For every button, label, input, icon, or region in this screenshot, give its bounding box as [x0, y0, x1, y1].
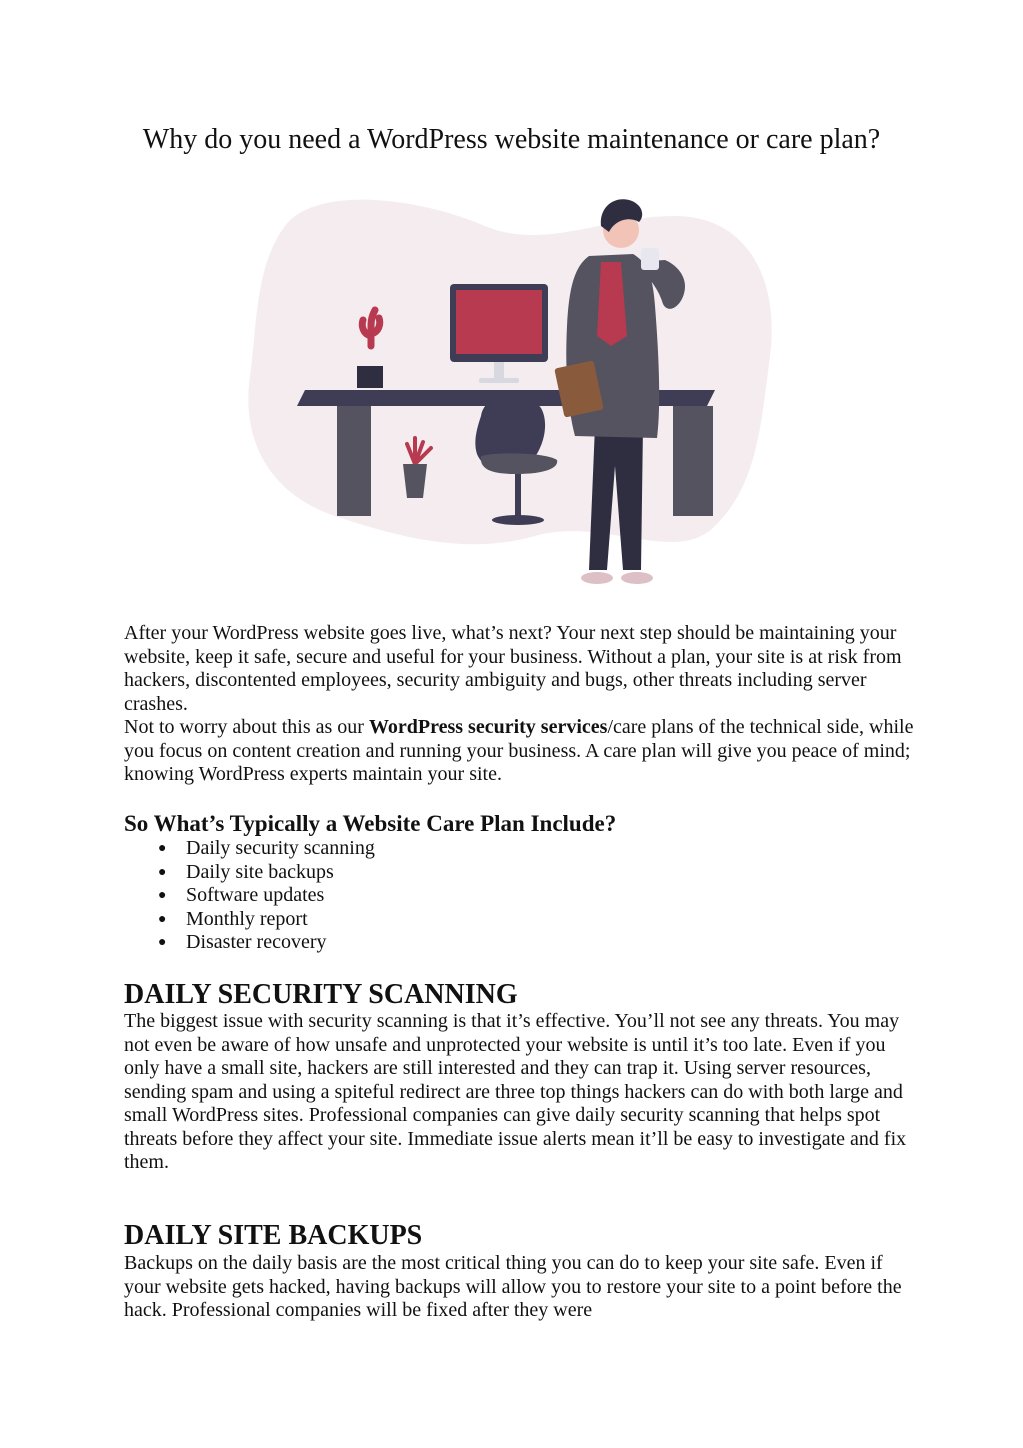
daily-site-backups-body: Backups on the daily basis are the most critical thing you can do to keep your site safe. Even if your website gets hacked, having backups will allow you to restore your site to a point before the hack. Professional companies will be fixed after they were — [124, 1252, 902, 1321]
list-item — [124, 884, 914, 908]
bullet-icon: ● — [158, 841, 167, 856]
person-shoe-left-shape — [581, 572, 613, 584]
monitor-screen-shape — [456, 290, 542, 354]
office-worker-illustration — [245, 186, 780, 606]
list-item-text: Software updates — [186, 884, 325, 906]
list-item-text: Daily security scanning — [186, 837, 375, 859]
chair-post-shape — [515, 474, 521, 516]
daily-site-backups-heading: DAILY SITE BACKUPS — [124, 1220, 423, 1251]
bullet-icon: ● — [158, 888, 167, 903]
intro-paragraph-1: After your WordPress website goes live, what’s next? Your next step should be maintaining your website, keep it safe, secure and useful for your business. Without a plan, your site is at risk from hackers, discontented employees, security ambiguity and bugs, other threats including server crashes. — [124, 622, 902, 715]
list-item — [124, 837, 914, 861]
care-plan-list — [124, 837, 914, 955]
intro-paragraph-2 — [124, 716, 914, 787]
monitor-base-shape — [479, 378, 519, 383]
intro-section — [124, 622, 914, 787]
monitor-stand-shape — [494, 362, 504, 380]
bullet-icon: ● — [158, 864, 167, 880]
plant-pot-shape — [357, 366, 383, 388]
desk-leg-right-shape — [673, 406, 713, 516]
bullet-icon: ● — [158, 935, 167, 950]
chair-base-shape — [492, 515, 544, 525]
intro-paragraph-2-end: /care plans of the technical side, while you focus on content creation and running your business. A care plan will give you peace of mind; knowing WordPress experts maintain your site. — [124, 716, 914, 785]
list-item-text: Disaster recovery — [186, 931, 327, 953]
small-plant-pot-shape — [403, 464, 427, 498]
desk-leg-left-shape — [337, 406, 371, 516]
list-item-text: Daily site backups — [186, 860, 334, 883]
list-item — [124, 861, 914, 885]
list-item-text: Monthly report — [186, 907, 308, 930]
daily-security-scanning-body: The biggest issue with security scanning is that it’s effective. You’ll not see any threats. You may not even be aware of how unsafe and unprotected your website is until it’s too late. Even if you only have a small site, hackers are still interested and they can trap it. Using server resources, sending spam and using a spiteful redirect are three top things hackers can do with both large and small WordPress sites. Professional companies can give daily security scanning that helps spot threats before they affect your site. Immediate issue alerts mean it’ll be easy to investigate and fix them. — [124, 1010, 907, 1173]
daily-security-scanning-heading: DAILY SECURITY SCANNING — [124, 979, 518, 1010]
page-title: Why do you need a WordPress website maintenance or care plan? — [142, 124, 881, 155]
person-shoe-right-shape — [621, 572, 653, 584]
wordpress-security-services-text: WordPress security services — [368, 716, 608, 738]
list-item — [124, 908, 914, 932]
intro-paragraph-2-start: Not to worry about this as our — [124, 716, 369, 738]
list-item — [124, 931, 914, 955]
coffee-cup-shape — [641, 248, 659, 270]
bullet-icon: ● — [158, 911, 167, 927]
care-plan-heading: So What’s Typically a Website Care Plan Include? — [124, 811, 617, 836]
